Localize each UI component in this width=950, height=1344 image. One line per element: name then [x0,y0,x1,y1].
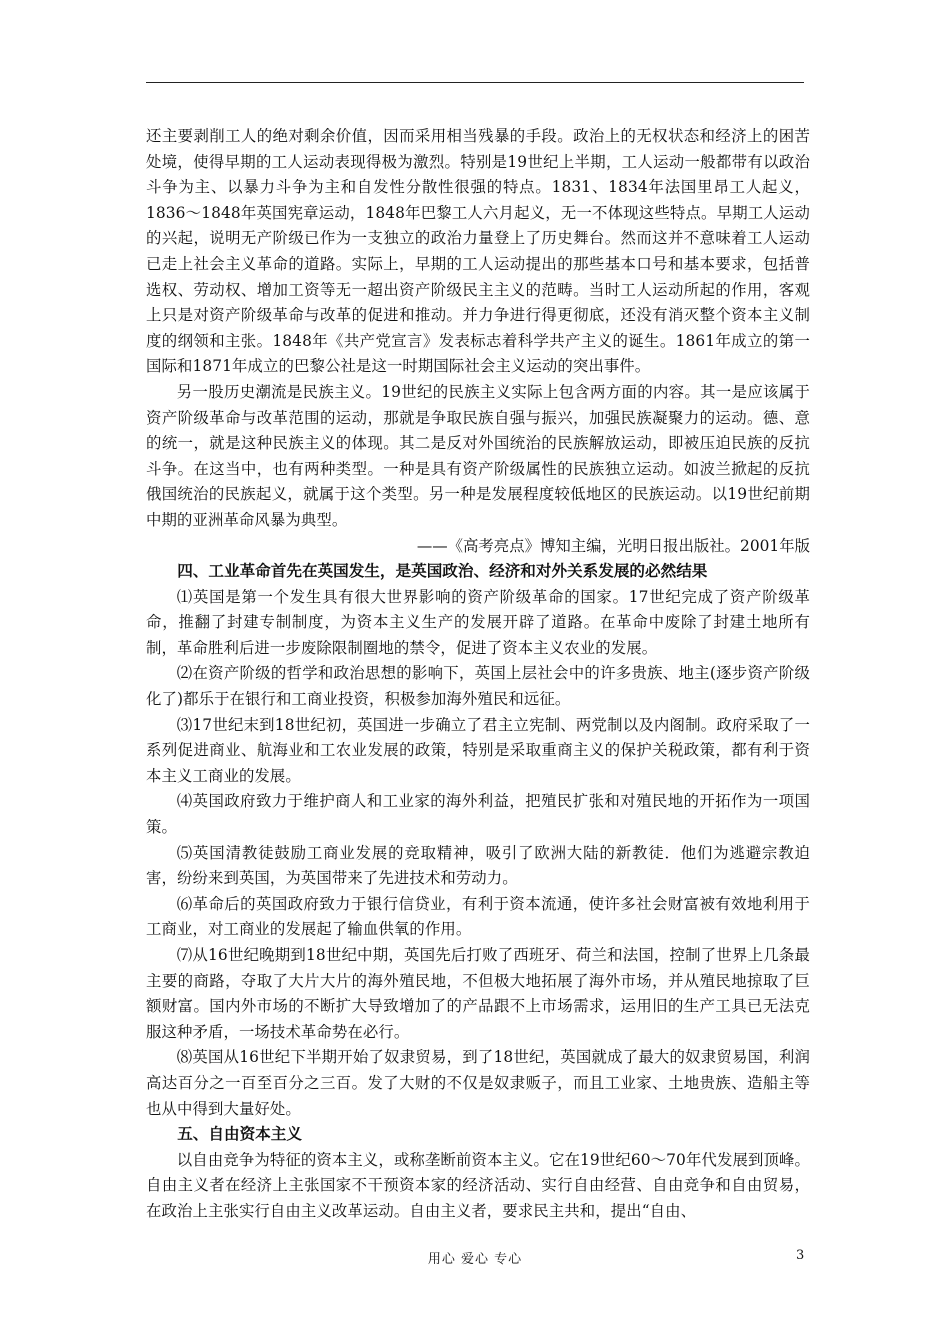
footer-motto: 用心 爱心 专心 [427,1252,523,1267]
source-citation: ——《高考亮点》博知主编，光明日报出版社。2001年版 [416,536,810,555]
list-item: ⑵在资产阶级的哲学和政治思想的影响下，英国上层社会中的许多贵族、地主(逐步资产阶级化了)都乐于在银行和工商业投资，积极参加海外殖民和远征。 [146,664,810,709]
page-number: 3 [796,1248,805,1263]
section-heading-4: 四、工业革命首先在英国发生，是英国政治、经济和对外关系发展的必然结果 [177,562,708,581]
list-item: ⑻英国从16世纪下半期开始了奴隶贸易，到了18世纪，英国就成了最大的奴隶贸易国，利润高达百分之一百至百分之三百。发了大财的不仅是奴隶贩子，而且工业家、土地贵族、造船主等也从中得到大量好处。 [146,1048,810,1118]
list-item: ⑺从16世纪晚期到18世纪中期，英国先后打败了西班牙、荷兰和法国，控制了世界上几条最主要的商路，夺取了大片大片的海外殖民地，不但极大地拓展了海外市场，并从殖民地掠取了巨额财富。国内外市场的不断扩大导致增加了的产品跟不上市场需求，运用旧的生产工具已无法克服这种矛盾，一场技术革命势在必行。 [146,946,810,1041]
page-footer [0,1248,950,1268]
list-item: ⑷英国政府致力于维护商人和工业家的海外利益，把殖民扩张和对殖民地的开拓作为一项国策。 [146,792,810,837]
section-heading-5: 五、自由资本主义 [177,1125,302,1144]
page-body [146,124,810,1225]
paragraph-continued: 还主要剥削工人的绝对剩余价值，因而采用相当残暴的手段。政治上的无权状态和经济上的困苦处境，使得早期的工人运动表现得极为激烈。特别是19世纪上半期，工人运动一般都带有以政治斗争为主、以暴力斗争为主和自发性分散性很强的特点。1831、1834年法国里昂工人起义，1836～1848年英国宪章运动，1848年巴黎工人六月起义，无一不体现这些特点。早期工人运动的兴起，说明无产阶级已作为一支独立的政治力量登上了历史舞台。然而这并不意味着工人运动已走上社会主义革命的道路。实际上，早期的工人运动提出的那些基本口号和基本要求，包括普选权、劳动权、增加工资等无一超出资产阶级民主主义的范畴。当时工人运动所起的作用，客观上只是对资产阶级革命与改革的促进和推动。并力争进行得更彻底，还没有消灭整个资本主义制度的纲领和主张。1848年《共产党宣言》发表标志着科学共产主义的诞生。1861年成立的第一国际和1871年成立的巴黎公社是这一时期国际社会主义运动的突出事件。 [146,127,810,376]
paragraph-liberal-capitalism: 以自由竞争为特征的资本主义，或称垄断前资本主义。它在19世纪60～70年代发展到顶峰。自由主义者在经济上主张国家不干预资本家的经济活动、实行自由经营、自由竞争和自由贸易，在政治上主张实行自由主义改革运动。自由主义者，要求民主共和，提出“自由、 [146,1150,810,1220]
list-item: ⑴英国是第一个发生具有很大世界影响的资产阶级革命的国家。17世纪完成了资产阶级革命，推翻了封建专制制度，为资本主义生产的发展开辟了道路。在革命中废除了封建土地所有制，革命胜利后进一步废除限制圈地的禁令，促进了资本主义农业的发展。 [146,587,810,657]
list-item: ⑸英国清教徒鼓励工商业发展的竞取精神，吸引了欧洲大陆的新教徒．他们为逃避宗教迫害，纷纷来到英国，为英国带来了先进技术和劳动力。 [146,843,810,888]
list-item: ⑶17世纪末到18世纪初，英国进一步确立了君主立宪制、两党制以及内阁制。政府采取了一系列促进商业、航海业和工农业发展的政策，特别是采取重商主义的保护关税政策，都有利于资本主义工商业的发展。 [146,715,810,785]
paragraph-nationalism: 另一股历史潮流是民族主义。19世纪的民族主义实际上包含两方面的内容。其一是应该属于资产阶级革命与改革范围的运动，那就是争取民族自强与振兴，加强民族凝聚力的运动。德、意的统一，就是这种民族主义的体现。其二是反对外国统治的民族解放运动，即被压迫民族的反抗斗争。在这当中，也有两种类型。一种是具有资产阶级属性的民族独立运动。如波兰掀起的反抗俄国统治的民族起义，就属于这个类型。另一种是发展程度较低地区的民族运动。以19世纪前期中期的亚洲革命风暴为典型。 [146,382,810,529]
header-rule [146,82,804,83]
list-item: ⑹革命后的英国政府致力于银行信贷业，有利于资本流通，使许多社会财富被有效地利用于工商业，对工商业的发展起了输血供氧的作用。 [146,894,810,939]
